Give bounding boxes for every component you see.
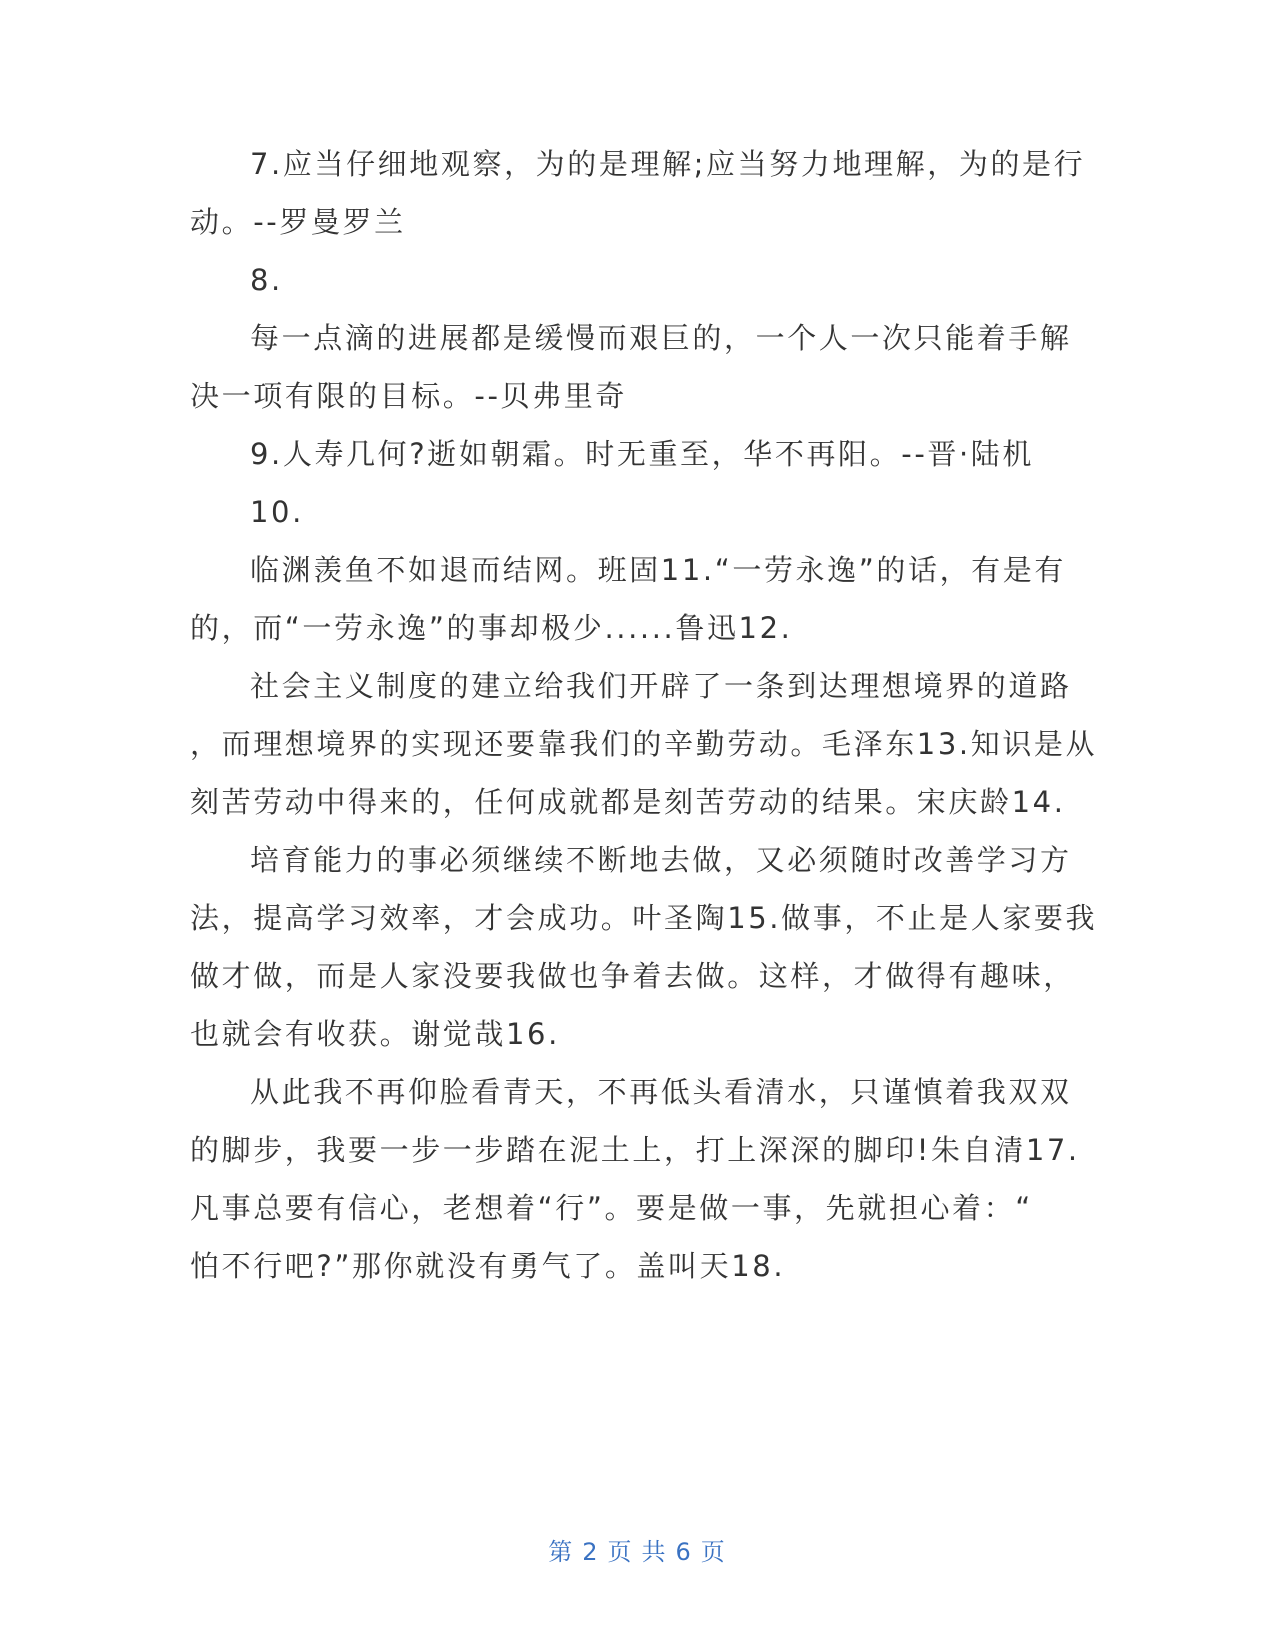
quote-line: 社会主义制度的建立给我们开辟了一条到达理想境界的道路 <box>250 669 1072 703</box>
quote-line: 7.应当仔细地观察，为的是理解;应当努力地理解，为的是行 <box>250 147 1086 181</box>
footer-current-page: 2 <box>582 1538 600 1566</box>
quote-line: 的脚步，我要一步一步踏在泥土上，打上深深的脚印!朱自清17. <box>190 1133 1080 1167</box>
footer-total-prefix: 共 <box>641 1538 668 1566</box>
page-footer <box>0 1532 1275 1567</box>
quote-line: 怕不行吧?”那你就没有勇气了。盖叫天18. <box>190 1249 786 1283</box>
quote-line: 9.人寿几何?逝如朝霜。时无重至，华不再阳。--晋·陆机 <box>250 437 1035 471</box>
quote-line: 做才做，而是人家没要我做也争着去做。这样，才做得有趣味， <box>190 959 1075 993</box>
quote-line: 决一项有限的目标。--贝弗里奇 <box>190 379 627 413</box>
footer-page-prefix: 第 <box>548 1538 575 1566</box>
quote-line: 培育能力的事必须继续不断地去做，又必须随时改善学习方 <box>250 843 1072 877</box>
quote-line: 从此我不再仰脸看青天，不再低头看清水，只谨慎着我双双 <box>250 1075 1072 1109</box>
footer-total-pages: 6 <box>675 1538 693 1566</box>
quote-line: ，而理想境界的实现还要靠我们的辛勤劳动。毛泽东13.知识是从 <box>190 727 1098 761</box>
quote-line: 也就会有收获。谢觉哉16. <box>190 1017 560 1051</box>
quote-line: 动。--罗曼罗兰 <box>190 205 406 239</box>
quote-line: 刻苦劳动中得来的，任何成就都是刻苦劳动的结果。宋庆龄14. <box>190 785 1066 819</box>
quote-line: 每一点滴的进展都是缓慢而艰巨的，一个人一次只能着手解 <box>250 321 1072 355</box>
footer-page-suffix: 页 <box>700 1538 727 1566</box>
quote-line: 凡事总要有信心，老想着“行”。要是做一事，先就担心着：“ <box>190 1191 1033 1225</box>
quote-line: 10. <box>250 495 304 529</box>
quote-line: 法，提高学习效率，才会成功。叶圣陶15.做事，不止是人家要我 <box>190 901 1098 935</box>
quote-line: 临渊羡鱼不如退而结网。班固11.“一劳永逸”的话，有是有 <box>250 553 1066 587</box>
quote-line: 的，而“一劳永逸”的事却极少......鲁迅12. <box>190 611 793 645</box>
quote-line: 8. <box>250 263 283 297</box>
footer-page-mid: 页 <box>607 1538 634 1566</box>
